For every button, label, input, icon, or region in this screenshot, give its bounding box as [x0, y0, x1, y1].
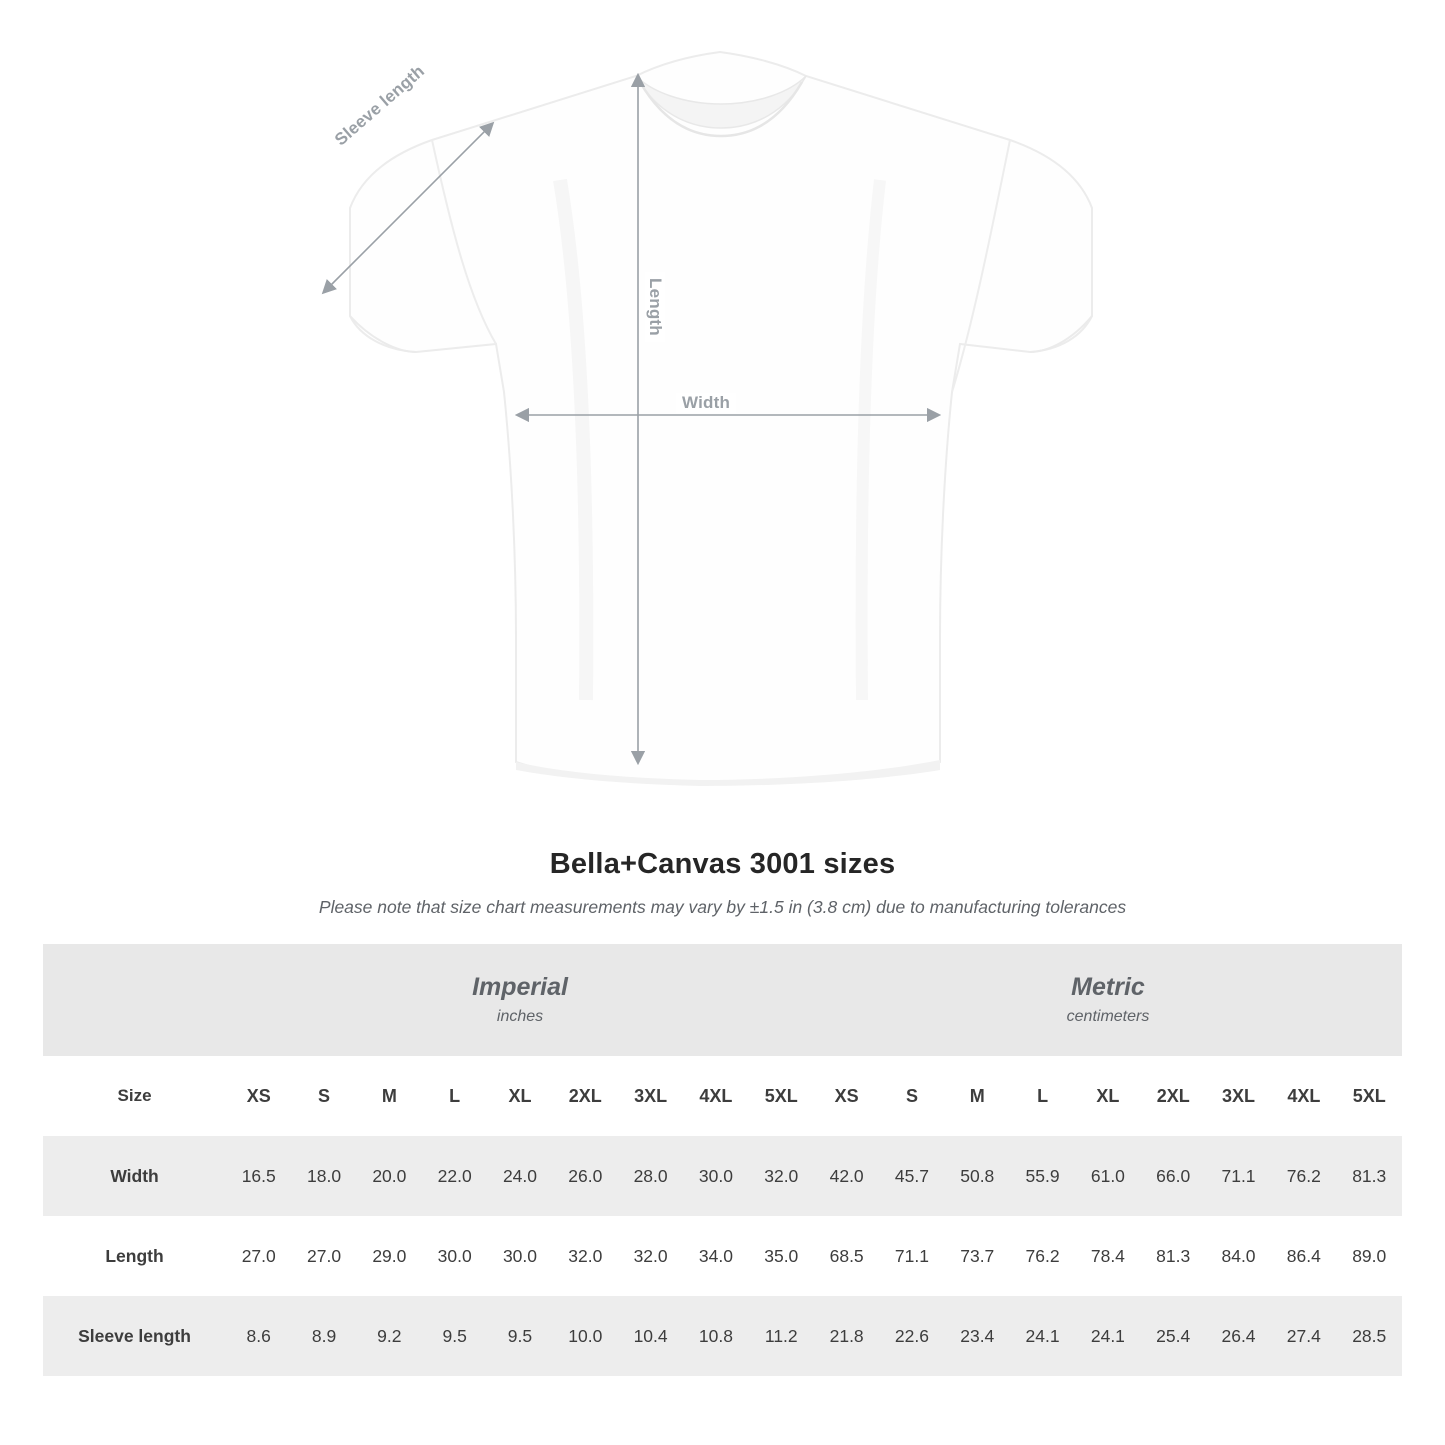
tolerance-note: Please note that size chart measurements may vary by ±1.5 in (3.8 cm) due to manufacturing tolerances [318, 897, 1127, 917]
cell-length-metric-3xl: 84.0 [1206, 1216, 1271, 1296]
cell-width-metric-xs: 42.0 [814, 1136, 879, 1216]
size-col-imperial-2xl: 2XL [553, 1056, 618, 1136]
cell-length-metric-2xl: 81.3 [1141, 1216, 1206, 1296]
cell-sleeve-metric-2xl: 25.4 [1141, 1296, 1206, 1376]
page-title: Bella+Canvas 3001 sizes [549, 848, 896, 880]
cell-sleeve-metric-5xl: 28.5 [1336, 1296, 1402, 1376]
size-col-metric-4xl: 4XL [1271, 1056, 1336, 1136]
cell-sleeve-imperial-l: 9.5 [422, 1296, 487, 1376]
size-col-imperial-s: S [291, 1056, 356, 1136]
cell-length-metric-4xl: 86.4 [1271, 1216, 1336, 1296]
cell-width-imperial-4xl: 30.0 [683, 1136, 748, 1216]
size-col-imperial-xs: XS [226, 1056, 291, 1136]
cell-length-imperial-s: 27.0 [291, 1216, 356, 1296]
size-col-imperial-5xl: 5XL [749, 1056, 814, 1136]
cell-length-imperial-xl: 30.0 [487, 1216, 552, 1296]
size-col-metric-2xl: 2XL [1141, 1056, 1206, 1136]
size-col-metric-3xl: 3XL [1206, 1056, 1271, 1136]
size-col-imperial-l: L [422, 1056, 487, 1136]
cell-sleeve-imperial-xl: 9.5 [487, 1296, 552, 1376]
width-dimension-label: Width [676, 393, 736, 413]
size-header-row [43, 1056, 1402, 1136]
cell-width-metric-s: 45.7 [879, 1136, 944, 1216]
cell-width-metric-4xl: 76.2 [1271, 1136, 1336, 1216]
cell-length-metric-l: 76.2 [1010, 1216, 1075, 1296]
length-dimension-label: Length [645, 272, 665, 342]
size-col-metric-xs: XS [814, 1056, 879, 1136]
size-corner-label: Size [43, 1056, 226, 1136]
cell-width-imperial-5xl: 32.0 [749, 1136, 814, 1216]
cell-length-imperial-4xl: 34.0 [683, 1216, 748, 1296]
cell-width-metric-m: 50.8 [945, 1136, 1010, 1216]
cell-sleeve-metric-4xl: 27.4 [1271, 1296, 1336, 1376]
metric-system-label: Metric [1071, 973, 1145, 1002]
row-label-width: Width [43, 1136, 226, 1216]
cell-sleeve-imperial-m: 9.2 [357, 1296, 422, 1376]
cell-length-metric-s: 71.1 [879, 1216, 944, 1296]
cell-sleeve-metric-xl: 24.1 [1075, 1296, 1140, 1376]
size-col-imperial-m: M [357, 1056, 422, 1136]
cell-sleeve-metric-xs: 21.8 [814, 1296, 879, 1376]
cell-sleeve-imperial-xs: 8.6 [226, 1296, 291, 1376]
cell-length-imperial-3xl: 32.0 [618, 1216, 683, 1296]
imperial-system-label: Imperial [472, 973, 568, 1002]
cell-sleeve-imperial-5xl: 11.2 [749, 1296, 814, 1376]
cell-width-imperial-xs: 16.5 [226, 1136, 291, 1216]
unit-header-spacer [43, 944, 226, 1056]
table-row [43, 1136, 1402, 1216]
imperial-unit-label: inches [496, 1007, 544, 1025]
cell-width-imperial-2xl: 26.0 [553, 1136, 618, 1216]
size-col-metric-s: S [879, 1056, 944, 1136]
cell-width-imperial-3xl: 28.0 [618, 1136, 683, 1216]
cell-sleeve-metric-m: 23.4 [945, 1296, 1010, 1376]
cell-length-imperial-5xl: 35.0 [749, 1216, 814, 1296]
row-label-length: Length [43, 1216, 226, 1296]
cell-sleeve-metric-3xl: 26.4 [1206, 1296, 1271, 1376]
metric-unit-label: centimeters [1066, 1007, 1150, 1025]
size-col-metric-m: M [945, 1056, 1010, 1136]
cell-width-imperial-s: 18.0 [291, 1136, 356, 1216]
cell-sleeve-metric-s: 22.6 [879, 1296, 944, 1376]
title-block [0, 848, 1445, 918]
cell-width-metric-l: 55.9 [1010, 1136, 1075, 1216]
cell-length-metric-m: 73.7 [945, 1216, 1010, 1296]
cell-length-imperial-m: 29.0 [357, 1216, 422, 1296]
cell-width-metric-xl: 61.0 [1075, 1136, 1140, 1216]
size-col-imperial-3xl: 3XL [618, 1056, 683, 1136]
cell-width-metric-3xl: 71.1 [1206, 1136, 1271, 1216]
row-label-sleeve-length: Sleeve length [43, 1296, 226, 1376]
size-col-imperial-xl: XL [487, 1056, 552, 1136]
size-col-metric-xl: XL [1075, 1056, 1140, 1136]
cell-sleeve-imperial-s: 8.9 [291, 1296, 356, 1376]
imperial-header [226, 944, 814, 1056]
cell-length-metric-xs: 68.5 [814, 1216, 879, 1296]
cell-sleeve-imperial-4xl: 10.8 [683, 1296, 748, 1376]
cell-width-imperial-m: 20.0 [357, 1136, 422, 1216]
sleeve-length-dimension-label: Sleeve length [331, 61, 429, 150]
cell-length-imperial-xs: 27.0 [226, 1216, 291, 1296]
size-table [43, 944, 1402, 1376]
cell-sleeve-metric-l: 24.1 [1010, 1296, 1075, 1376]
cell-length-imperial-l: 30.0 [422, 1216, 487, 1296]
size-col-metric-l: L [1010, 1056, 1075, 1136]
cell-sleeve-imperial-3xl: 10.4 [618, 1296, 683, 1376]
table-row [43, 1296, 1402, 1376]
cell-width-imperial-l: 22.0 [422, 1136, 487, 1216]
table-row [43, 1216, 1402, 1296]
cell-width-imperial-xl: 24.0 [487, 1136, 552, 1216]
cell-width-metric-2xl: 66.0 [1141, 1136, 1206, 1216]
cell-length-imperial-2xl: 32.0 [553, 1216, 618, 1296]
unit-header-row [43, 944, 1402, 1056]
size-col-imperial-4xl: 4XL [683, 1056, 748, 1136]
metric-header [814, 944, 1402, 1056]
cell-sleeve-imperial-2xl: 10.0 [553, 1296, 618, 1376]
size-col-metric-5xl: 5XL [1336, 1056, 1402, 1136]
size-table-container [0, 944, 1445, 1376]
cell-length-metric-5xl: 89.0 [1336, 1216, 1402, 1296]
cell-width-metric-5xl: 81.3 [1336, 1136, 1402, 1216]
cell-length-metric-xl: 78.4 [1075, 1216, 1140, 1296]
